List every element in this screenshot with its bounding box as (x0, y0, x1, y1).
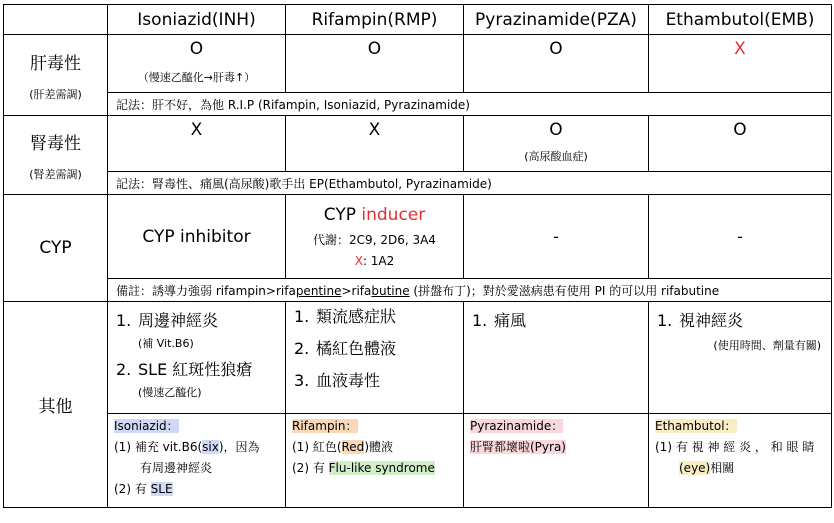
inh-note (108, 414, 286, 508)
cyp-rmp-prefix: CYP (323, 205, 356, 225)
cyp-rmp (286, 195, 464, 279)
emb-note-2: (eye)相關 (679, 461, 735, 475)
other-row (4, 302, 832, 414)
cyp-note-d: butine (371, 284, 410, 298)
hepato-subtitle: (肝差需調) (29, 87, 82, 101)
nephro-rmp-mark: X (286, 116, 464, 172)
hepato-inh (108, 35, 286, 93)
cyp-inh: CYP inhibitor (108, 195, 286, 279)
cyp-title: CYP (4, 195, 108, 302)
header-rmp: Rifampin(RMP) (286, 5, 464, 35)
cyp-note-row (4, 279, 832, 302)
other-emb (649, 302, 832, 414)
corner-cell (4, 5, 108, 35)
other-pza-item-1: 1. 痛風 (472, 311, 527, 330)
nephro-pza-mark: O (549, 120, 563, 140)
other-rmp (286, 302, 464, 414)
emb-note-title: Ethambutol： (655, 419, 737, 433)
tb-drug-table (3, 4, 832, 508)
header-inh: Isoniazid(INH) (108, 5, 286, 35)
nephro-note: 記法：腎毒性、痛風(高尿酸)歌手出 EP(Ethambutol, Pyrazinamide) (108, 172, 832, 195)
cyp-rmp-x-line (286, 254, 463, 268)
pza-note (464, 414, 649, 508)
cyp-note-a: 備註：誘導力強弱 rifampin>rifa (116, 284, 296, 298)
cyp-emb: - (649, 195, 832, 279)
cyp-row (4, 195, 832, 279)
other-inh-item-1: 1. 周邊神經炎 (116, 311, 219, 330)
header-row (4, 5, 832, 35)
other-rmp-item-1: 1. 類流感症狀 (294, 307, 397, 326)
nephro-emb-mark: O (649, 116, 832, 172)
hepato-rmp-mark: O (286, 35, 464, 93)
other-rmp-item-2: 2. 橘紅色體液 (294, 339, 397, 358)
nephro-note-row (4, 172, 832, 195)
rmp-note (286, 414, 464, 508)
cyp-pza: - (464, 195, 649, 279)
other-pza (464, 302, 649, 414)
inh-note-2: (2) 有 SLE (114, 482, 173, 496)
hepato-row-head (4, 35, 108, 116)
cyp-rmp-x: X (354, 254, 363, 268)
pza-note-1: 肝腎都壞啦(Pyra) (470, 440, 566, 454)
inh-note-title: Isoniazid： (114, 419, 179, 433)
cyp-note-e: (拼盤布丁)；對於愛滋病患有使用 PI 的可以用 rifabutine (409, 284, 720, 298)
nephro-row (4, 116, 832, 172)
cyp-note-b: pentine (295, 284, 342, 298)
inh-note-1-cont: 有周邊神經炎 (140, 461, 213, 475)
rmp-note-1: (1) 紅色(Red)體液 (292, 440, 393, 454)
header-pza: Pyrazinamide(PZA) (464, 5, 649, 35)
cyp-rmp-inducer: inducer (361, 205, 426, 225)
hepato-pza-mark: O (464, 35, 649, 93)
emb-note (649, 414, 832, 508)
hepato-note-row (4, 93, 832, 116)
other-note-row (4, 414, 832, 508)
pza-note-title: Pyrazinamide： (470, 419, 564, 433)
other-inh (108, 302, 286, 414)
emb-note-1: (1) 有 視 神 經 炎 ， 和 眼 睛 (655, 440, 815, 454)
other-inh-sub-1: (補 Vit.B6) (138, 337, 194, 350)
other-emb-item-1: 1. 視神經炎 (657, 311, 744, 330)
other-emb-sub: (使用時間、劑量有關) (713, 339, 821, 352)
rmp-note-2: (2) 有 Flu-like syndrome (292, 461, 435, 475)
nephro-row-head (4, 116, 108, 195)
other-inh-sub-2: (慢速乙醯化) (138, 386, 202, 399)
cyp-rmp-line1 (286, 205, 463, 225)
hepato-inh-note: （慢速乙醯化→肝毒↑） (137, 71, 256, 84)
other-rmp-item-3: 3. 血液毒性 (294, 371, 381, 390)
hepato-note: 記法：肝不好，為他 R.I.P (Rifampin, Isoniazid, Pyrazinamide) (108, 93, 832, 116)
other-inh-item-2: 2. SLE 紅斑性狼瘡 (116, 360, 253, 379)
nephro-inh-mark: X (108, 116, 286, 172)
cyp-rmp-x-rest: : 1A2 (362, 254, 395, 268)
inh-note-1: (1) 補充 vit.B6(six)，因為 (114, 440, 260, 454)
hepato-row (4, 35, 832, 93)
rmp-note-title: Rifampin： (292, 419, 358, 433)
nephro-pza (464, 116, 649, 172)
nephro-subtitle: (腎差需調) (29, 167, 82, 181)
other-title: 其他 (4, 302, 108, 508)
cyp-note (108, 279, 832, 302)
header-emb: Ethambutol(EMB) (649, 5, 832, 35)
hepato-title: 肝毒性 (30, 53, 81, 74)
hepato-emb-mark: X (649, 35, 832, 93)
hepato-inh-mark: O (189, 39, 204, 59)
cyp-rmp-metab: 代謝：2C9, 2D6, 3A4 (313, 233, 436, 247)
nephro-pza-note: (高尿酸血症) (524, 150, 588, 163)
cyp-note-c: >rifa (341, 284, 372, 298)
nephro-title: 腎毒性 (30, 133, 81, 154)
